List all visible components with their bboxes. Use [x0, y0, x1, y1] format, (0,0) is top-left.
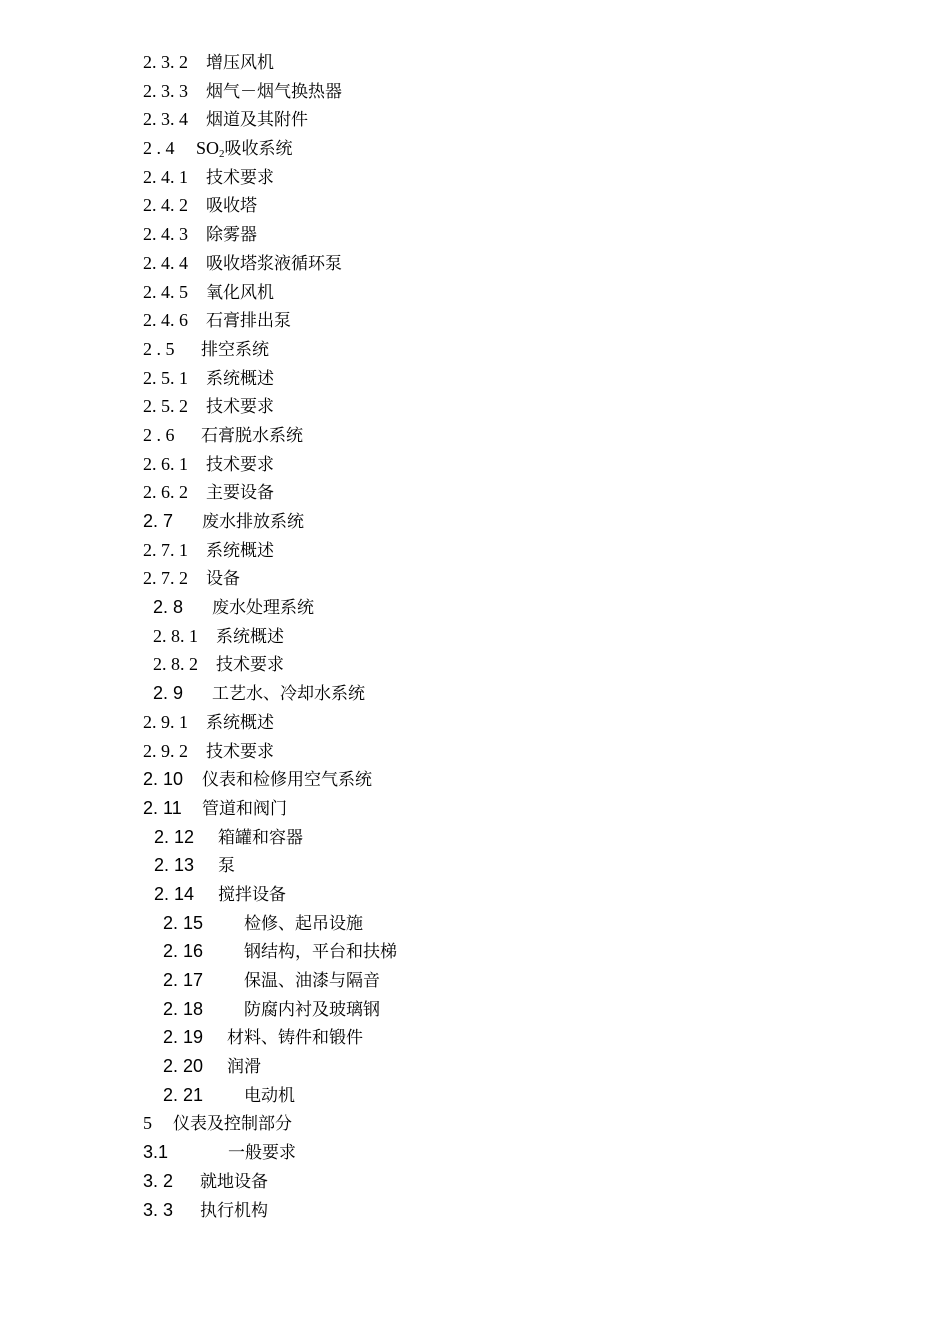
toc-entry [143, 306, 843, 335]
toc-entry-number: 2. 7. 1 [143, 539, 188, 560]
toc-entry-number: 2. 4. 1 [143, 166, 188, 187]
toc-entry-title: 烟气－烟气换热器 [206, 81, 342, 102]
toc-entry-title: 防腐内衬及玻璃钢 [244, 999, 380, 1020]
toc-entry-title-prefix: SO [196, 138, 220, 159]
toc-entry-number: 2. 4. 3 [143, 224, 188, 245]
toc-entry-title: 泵 [218, 856, 235, 877]
toc-entry [143, 249, 843, 278]
toc-entry-title: 技术要求 [216, 655, 284, 676]
toc-entry-title: 排空系统 [201, 339, 269, 360]
toc-entry-number: 2. 12 [154, 826, 195, 847]
toc-entry [143, 478, 843, 507]
toc-entry [143, 364, 843, 393]
toc-entry-number: 2. 20 [163, 1056, 204, 1077]
toc-entry [143, 1196, 843, 1225]
toc-entry [143, 278, 843, 307]
toc-entry-number: 5 [143, 1113, 152, 1134]
toc-entry-number: 2. 7 [143, 511, 174, 531]
toc-entry [143, 765, 843, 794]
toc-entry-title: 搅拌设备 [218, 884, 286, 905]
toc-entry-title: 检修、起吊设施 [244, 913, 363, 934]
toc-entry-title: 吸收塔浆液循环泵 [206, 253, 342, 274]
toc-entry-title: 箱罐和容器 [218, 827, 303, 848]
toc-entry [143, 737, 843, 766]
toc-entry [143, 1167, 843, 1196]
toc-entry [143, 593, 843, 622]
toc-entry-title: 技术要求 [206, 454, 274, 475]
toc-entry [143, 794, 843, 823]
toc-entry-title: 就地设备 [200, 1171, 268, 1192]
toc-entry-number: 2. 9 [153, 683, 184, 704]
toc-entry-title: 系统概述 [206, 540, 274, 561]
toc-entry-title: 系统概述 [206, 712, 274, 733]
toc-entry-title: 执行机构 [200, 1200, 268, 1221]
toc-entry-title: 除雾器 [206, 225, 257, 246]
toc-entry-title: 技术要求 [206, 167, 274, 188]
toc-entry-number: 2 . 5 [143, 338, 175, 359]
toc-entry-title-subscript: 2 [219, 148, 225, 161]
toc-entry [143, 679, 843, 708]
toc-entry-number: 2. 4. 6 [143, 310, 188, 331]
toc-entry-number: 2. 4. 4 [143, 252, 188, 273]
toc-entry-number: 2. 4. 5 [143, 281, 188, 302]
toc-entry [143, 392, 843, 421]
toc-entry-title: 材料、铸件和锻件 [227, 1028, 363, 1049]
toc-entry [143, 48, 843, 77]
toc-entry [143, 191, 843, 220]
toc-entry-number: 2. 17 [163, 970, 204, 990]
toc-entry-number: 2. 18 [163, 998, 204, 1019]
toc-entry-number: 2. 6. 2 [143, 482, 188, 503]
toc-entry-title: 保温、油漆与隔音 [244, 971, 380, 991]
toc-entry-title: 仪表和检修用空气系统 [202, 770, 372, 791]
toc-entry-number: 2. 6. 1 [143, 453, 188, 474]
toc-entry-number: 2. 10 [143, 769, 184, 790]
toc-entry [143, 1138, 843, 1167]
toc-entry-title: 系统概述 [216, 626, 284, 647]
toc-entry-number: 2. 14 [154, 883, 195, 904]
toc-entry-number: 2. 4. 2 [143, 195, 188, 216]
toc-entry-number: 2. 7. 2 [143, 568, 188, 589]
toc-entry [143, 708, 843, 737]
toc-entry-title: 工艺水、冷却水系统 [212, 684, 365, 705]
toc-entry [143, 1023, 843, 1052]
toc-entry [143, 450, 843, 479]
toc-entry-number: 2. 9. 1 [143, 711, 188, 732]
toc-entry-title: 增压风机 [206, 53, 274, 73]
table-of-contents [143, 48, 843, 1224]
toc-entry-number: 2. 15 [163, 912, 204, 933]
toc-entry-title: 吸收系统 [224, 139, 293, 160]
toc-entry [143, 421, 843, 450]
toc-entry [143, 1109, 843, 1138]
toc-entry-title: 设备 [206, 569, 240, 590]
toc-entry [143, 77, 843, 106]
toc-entry-title: 仪表及控制部分 [173, 1114, 292, 1135]
toc-entry-title: 氧化风机 [206, 282, 274, 303]
toc-entry-number: 2 . 4 [143, 138, 175, 159]
toc-entry-number: 2. 11 [143, 797, 182, 818]
toc-entry [143, 823, 843, 852]
toc-entry-title: 技术要求 [206, 397, 274, 418]
toc-entry-number: 2. 3. 3 [143, 80, 188, 101]
toc-entry-number: 2. 3. 2 [143, 52, 188, 72]
toc-entry-number: 2. 5. 1 [143, 367, 188, 388]
toc-entry-title: 电动机 [244, 1085, 295, 1106]
toc-entry-title: 废水处理系统 [212, 598, 314, 619]
toc-entry [143, 163, 843, 192]
toc-entry-title: 系统概述 [206, 368, 274, 389]
toc-entry [143, 220, 843, 249]
toc-entry-number: 2. 16 [163, 941, 204, 962]
toc-entry [143, 650, 843, 679]
toc-entry [143, 937, 843, 966]
toc-entry [143, 966, 843, 995]
toc-entry-number: 3. 2 [143, 1170, 174, 1191]
toc-entry-title: 烟道及其附件 [206, 110, 308, 131]
toc-entry-number: 2. 8 [153, 597, 184, 618]
toc-entry-title: 废水排放系统 [202, 512, 304, 532]
toc-entry [143, 851, 843, 880]
toc-entry-number: 2. 13 [154, 855, 195, 876]
toc-entry-title: 技术要求 [206, 741, 274, 762]
toc-entry-number: 2. 3. 4 [143, 109, 188, 130]
toc-entry [143, 536, 843, 565]
toc-entry-number: 2. 9. 2 [143, 740, 188, 761]
toc-entry-title: 石膏脱水系统 [201, 425, 303, 446]
toc-entry [143, 909, 843, 938]
toc-entry-title: 吸收塔 [206, 196, 257, 217]
toc-entry [143, 507, 843, 536]
toc-entry [143, 564, 843, 593]
toc-entry-number: 3. 3 [143, 1199, 174, 1220]
toc-entry [143, 1052, 843, 1081]
toc-entry-title: 钢结构，平台和扶梯 [244, 942, 397, 963]
toc-entry-number: 2. 8. 2 [153, 654, 198, 675]
toc-entry-number: 2. 19 [163, 1027, 204, 1048]
toc-entry [143, 995, 843, 1024]
toc-entry [143, 880, 843, 909]
toc-entry-title: 石膏排出泵 [206, 311, 291, 332]
toc-entry-title: 一般要求 [228, 1143, 296, 1164]
toc-entry-number: 2. 5. 2 [143, 396, 188, 417]
toc-entry-number: 2. 8. 1 [153, 625, 198, 646]
toc-entry [143, 105, 843, 134]
toc-entry-title: 管道和阀门 [202, 798, 287, 819]
toc-entry [143, 622, 843, 651]
toc-entry-number: 2. 21 [163, 1084, 204, 1105]
toc-entry-number: 2 . 6 [143, 424, 175, 445]
toc-entry-number: 3.1 [143, 1142, 169, 1163]
toc-entry-title: 润滑 [227, 1057, 261, 1078]
toc-entry [143, 335, 843, 364]
toc-entry [143, 1081, 843, 1110]
toc-entry-title: 主要设备 [206, 483, 274, 504]
toc-entry [143, 134, 843, 163]
